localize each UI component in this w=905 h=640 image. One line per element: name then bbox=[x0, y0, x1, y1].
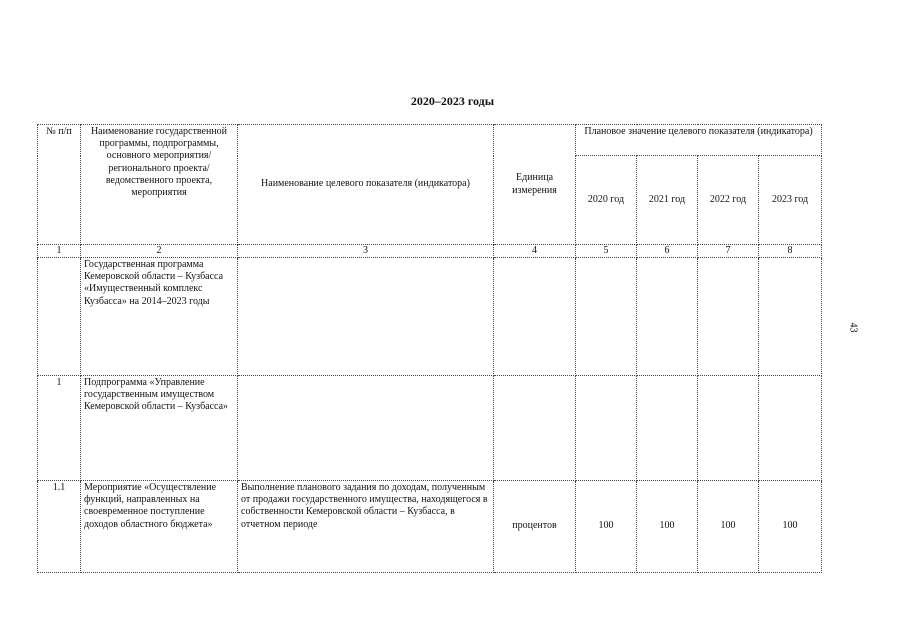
row-value-2020: 100 bbox=[576, 481, 637, 573]
column-number: 6 bbox=[637, 245, 698, 258]
row-program-name: Мероприятие «Осуществление функций, направленных на своевременное поступление доходов областного бюджета» bbox=[81, 481, 238, 573]
row-unit bbox=[494, 376, 576, 481]
column-number-row bbox=[38, 245, 822, 258]
row-value-2022 bbox=[698, 258, 759, 376]
header-number: № п/п bbox=[38, 125, 81, 245]
header-year-2021: 2021 год bbox=[637, 156, 698, 245]
row-value-2022 bbox=[698, 376, 759, 481]
row-value-2021 bbox=[637, 258, 698, 376]
row-program-name: Государственная программа Кемеровской области – Кузбасса «Имущественный комплекс Кузбасса» на 2014–2023 годы bbox=[81, 258, 238, 376]
row-value-2021 bbox=[637, 376, 698, 481]
column-number: 7 bbox=[698, 245, 759, 258]
header-year-2023: 2023 год bbox=[759, 156, 822, 245]
header-plan-values: Плановое значение целевого показателя (индикатора) bbox=[576, 125, 822, 156]
row-indicator: Выполнение планового задания по доходам, полученным от продажи государственного имущества, находящегося в собственности Кемеровской области – Кузбасса, в отчетном периоде bbox=[238, 481, 494, 573]
table-row bbox=[38, 481, 822, 573]
row-unit bbox=[494, 258, 576, 376]
column-number: 3 bbox=[238, 245, 494, 258]
row-program-name: Подпрограмма «Управление государственным имуществом Кемеровской области – Кузбасса» bbox=[81, 376, 238, 481]
row-indicator bbox=[238, 376, 494, 481]
column-number: 4 bbox=[494, 245, 576, 258]
row-indicator bbox=[238, 258, 494, 376]
row-value-2020 bbox=[576, 376, 637, 481]
row-number: 1 bbox=[38, 376, 81, 481]
table-row bbox=[38, 376, 822, 481]
header-unit: Единица измерения bbox=[494, 125, 576, 245]
table-row bbox=[38, 258, 822, 376]
page-title: 2020–2023 годы bbox=[410, 94, 495, 108]
column-number: 1 bbox=[38, 245, 81, 258]
column-number: 2 bbox=[81, 245, 238, 258]
row-value-2022: 100 bbox=[698, 481, 759, 573]
page-number: 43 bbox=[847, 322, 859, 333]
row-value-2023 bbox=[759, 258, 822, 376]
indicator-table bbox=[37, 124, 822, 573]
header-year-2020: 2020 год bbox=[576, 156, 637, 245]
row-value-2021: 100 bbox=[637, 481, 698, 573]
row-value-2023 bbox=[759, 376, 822, 481]
column-number: 8 bbox=[759, 245, 822, 258]
row-unit: процентов bbox=[494, 481, 576, 573]
header-program-name: Наименование государственной программы, подпрограммы, основного мероприятия/ регионального проекта/ ведомственного проекта, мероприятия bbox=[81, 125, 238, 245]
header-year-2022: 2022 год bbox=[698, 156, 759, 245]
header-indicator-name: Наименование целевого показателя (индикатора) bbox=[238, 125, 494, 245]
row-value-2023: 100 bbox=[759, 481, 822, 573]
row-value-2020 bbox=[576, 258, 637, 376]
column-number: 5 bbox=[576, 245, 637, 258]
row-number bbox=[38, 258, 81, 376]
row-number: 1.1 bbox=[38, 481, 81, 573]
